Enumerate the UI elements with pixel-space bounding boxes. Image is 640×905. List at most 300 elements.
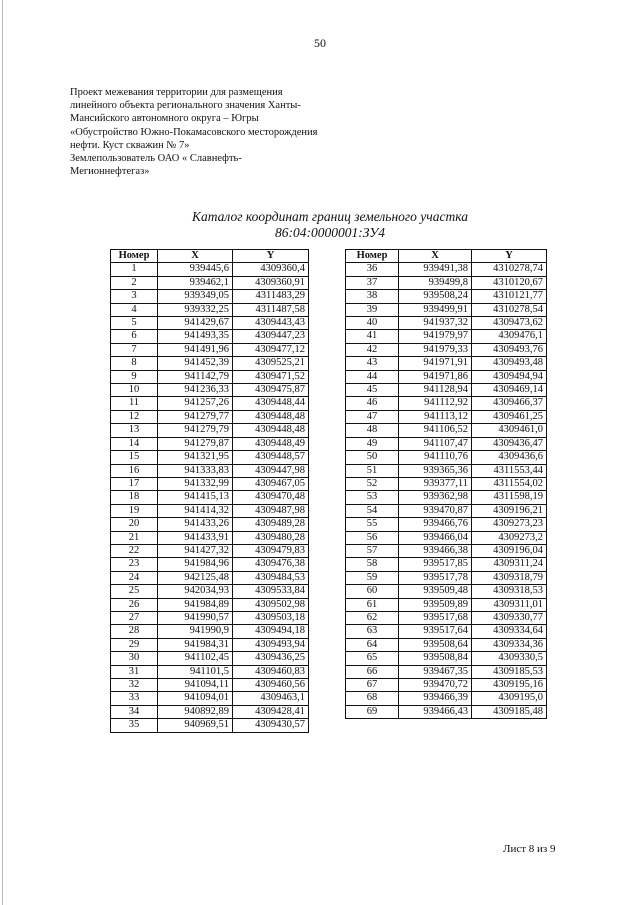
table-row — [346, 303, 547, 316]
cell-y: 4311483,29 — [233, 290, 309, 303]
cell-y: 4309480,28 — [233, 531, 309, 544]
table-row — [346, 652, 547, 665]
table-row — [346, 317, 547, 330]
cell-number: 54 — [346, 504, 399, 517]
cell-x: 941321,95 — [158, 451, 233, 464]
cell-x: 942125,48 — [158, 571, 233, 584]
cell-number: 32 — [111, 679, 158, 692]
cell-y: 4310278,74 — [472, 263, 547, 276]
coordinates-table-right — [345, 249, 547, 719]
cell-y: 4309471,52 — [233, 370, 309, 383]
cell-y: 4309318,79 — [472, 571, 547, 584]
cell-x: 941112,92 — [399, 397, 472, 410]
cell-x: 939332,25 — [158, 303, 233, 316]
cell-y: 4309503,18 — [233, 611, 309, 624]
cell-number: 9 — [111, 370, 158, 383]
coordinates-table-left — [110, 249, 309, 733]
cell-x: 941433,91 — [158, 531, 233, 544]
cell-x: 941452,39 — [158, 357, 233, 370]
cell-x: 939491,38 — [399, 263, 472, 276]
cell-number: 21 — [111, 531, 158, 544]
cell-y: 4309430,57 — [233, 719, 309, 732]
table-row — [111, 477, 309, 490]
table-row — [346, 424, 547, 437]
table-row — [111, 370, 309, 383]
cell-x: 939466,76 — [399, 518, 472, 531]
table-row — [346, 276, 547, 289]
table-row — [111, 491, 309, 504]
cell-x: 939499,8 — [399, 276, 472, 289]
cell-x: 939365,36 — [399, 464, 472, 477]
cell-number: 15 — [111, 451, 158, 464]
cell-number: 5 — [111, 317, 158, 330]
cell-y: 4309447,98 — [233, 464, 309, 477]
cell-x: 941414,32 — [158, 504, 233, 517]
cell-y: 4309436,25 — [233, 652, 309, 665]
cell-y: 4309476,38 — [233, 558, 309, 571]
cell-y: 4310278,54 — [472, 303, 547, 316]
cell-x: 939466,04 — [399, 531, 472, 544]
cell-number: 24 — [111, 571, 158, 584]
cell-y: 4309466,37 — [472, 397, 547, 410]
cell-y: 4309334,64 — [472, 625, 547, 638]
cell-y: 4311553,44 — [472, 464, 547, 477]
cell-number: 25 — [111, 585, 158, 598]
cell-y: 4309493,76 — [472, 343, 547, 356]
table-row — [346, 679, 547, 692]
cell-x: 939466,39 — [399, 692, 472, 705]
cell-y: 4309467,05 — [233, 477, 309, 490]
cell-y: 4309487,98 — [233, 504, 309, 517]
cell-y: 4309475,87 — [233, 384, 309, 397]
header-x: X — [158, 250, 233, 263]
cell-y: 4309448,57 — [233, 451, 309, 464]
cell-number: 40 — [346, 317, 399, 330]
cell-y: 4309473,62 — [472, 317, 547, 330]
cell-number: 28 — [111, 625, 158, 638]
cell-x: 939508,24 — [399, 290, 472, 303]
cell-x: 939377,11 — [399, 477, 472, 490]
cell-y: 4309360,4 — [233, 263, 309, 276]
cell-y: 4309461,0 — [472, 424, 547, 437]
cell-number: 62 — [346, 611, 399, 624]
cell-number: 58 — [346, 558, 399, 571]
cell-number: 18 — [111, 491, 158, 504]
table-row — [111, 585, 309, 598]
table-header-row — [111, 250, 309, 263]
cell-number: 50 — [346, 451, 399, 464]
table-row — [346, 384, 547, 397]
cell-x: 939508,84 — [399, 652, 472, 665]
cell-number: 57 — [346, 544, 399, 557]
cell-y: 4309273,23 — [472, 518, 547, 531]
cell-x: 941979,97 — [399, 330, 472, 343]
cell-x: 941990,9 — [158, 625, 233, 638]
cell-number: 42 — [346, 343, 399, 356]
cell-y: 4309463,1 — [233, 692, 309, 705]
project-line: Землепользователь ОАО « Славнефть- — [70, 153, 242, 165]
table-row — [111, 384, 309, 397]
table-row — [346, 263, 547, 276]
cell-y: 4309185,48 — [472, 705, 547, 718]
table-row — [111, 290, 309, 303]
table-row — [111, 504, 309, 517]
table-row — [111, 544, 309, 557]
cell-x: 939362,98 — [399, 491, 472, 504]
catalog-title — [0, 209, 640, 241]
table-row — [111, 719, 309, 732]
table-row — [346, 611, 547, 624]
cell-x: 941110,76 — [399, 451, 472, 464]
cell-x: 939517,78 — [399, 571, 472, 584]
cell-y: 4309436,6 — [472, 451, 547, 464]
cell-y: 4310120,67 — [472, 276, 547, 289]
cell-number: 48 — [346, 424, 399, 437]
cell-y: 4309311,01 — [472, 598, 547, 611]
cell-x: 941984,96 — [158, 558, 233, 571]
table-row — [346, 665, 547, 678]
cell-number: 22 — [111, 544, 158, 557]
table-row — [346, 571, 547, 584]
table-row — [111, 357, 309, 370]
cell-x: 939470,87 — [399, 504, 472, 517]
cell-x: 941333,83 — [158, 464, 233, 477]
cell-number: 2 — [111, 276, 158, 289]
cell-number: 47 — [346, 410, 399, 423]
table-row — [346, 397, 547, 410]
cell-x: 941113,12 — [399, 410, 472, 423]
cell-y: 4309436,47 — [472, 437, 547, 450]
cadastral-number: 86:04:0000001:ЗУ4 — [274, 225, 386, 240]
cell-number: 10 — [111, 384, 158, 397]
cell-y: 4309448,49 — [233, 437, 309, 450]
cell-number: 49 — [346, 437, 399, 450]
cell-number: 65 — [346, 652, 399, 665]
cell-number: 43 — [346, 357, 399, 370]
table-row — [346, 518, 547, 531]
cell-number: 63 — [346, 625, 399, 638]
cell-number: 64 — [346, 638, 399, 651]
table-row — [111, 652, 309, 665]
cell-number: 44 — [346, 370, 399, 383]
table-row — [111, 638, 309, 651]
cell-number: 39 — [346, 303, 399, 316]
cell-number: 36 — [346, 263, 399, 276]
cell-y: 4309273,2 — [472, 531, 547, 544]
cell-y: 4309330,77 — [472, 611, 547, 624]
table-row — [111, 410, 309, 423]
cell-x: 941279,79 — [158, 424, 233, 437]
cell-x: 941433,26 — [158, 518, 233, 531]
cell-x: 941429,67 — [158, 317, 233, 330]
cell-y: 4309493,48 — [472, 357, 547, 370]
table-row — [111, 571, 309, 584]
table-row — [346, 451, 547, 464]
cell-y: 4309477,12 — [233, 343, 309, 356]
cell-y: 4309525,21 — [233, 357, 309, 370]
table-row — [111, 464, 309, 477]
cell-x: 941106,52 — [399, 424, 472, 437]
project-line: линейного объекта регионального значения Ханты- — [70, 100, 301, 112]
cell-y: 4309476,1 — [472, 330, 547, 343]
table-row — [111, 263, 309, 276]
cell-number: 7 — [111, 343, 158, 356]
cell-number: 69 — [346, 705, 399, 718]
table-row — [346, 491, 547, 504]
cell-x: 941971,86 — [399, 370, 472, 383]
cell-x: 940892,89 — [158, 705, 233, 718]
project-line: «Обустройство Южно-Покамасовского месторождения — [70, 126, 318, 138]
cell-y: 4309448,48 — [233, 424, 309, 437]
cell-y: 4311554,02 — [472, 477, 547, 490]
cell-y: 4309502,98 — [233, 598, 309, 611]
cell-number: 13 — [111, 424, 158, 437]
catalog-title-text: Каталог координат границ земельного участка — [192, 209, 468, 224]
cell-x: 941427,32 — [158, 544, 233, 557]
cell-number: 23 — [111, 558, 158, 571]
table-row — [111, 330, 309, 343]
table-row — [346, 585, 547, 598]
project-line: Мегионнефтегаз» — [70, 166, 150, 178]
cell-x: 939508,64 — [399, 638, 472, 651]
cell-y: 4309195,0 — [472, 692, 547, 705]
table-row — [111, 558, 309, 571]
cell-x: 940969,51 — [158, 719, 233, 732]
cell-y: 4309196,21 — [472, 504, 547, 517]
cell-y: 4309460,83 — [233, 665, 309, 678]
cell-y: 4309196,04 — [472, 544, 547, 557]
cell-number: 33 — [111, 692, 158, 705]
cell-y: 4309443,43 — [233, 317, 309, 330]
header-number: Номер — [111, 250, 158, 263]
table-row — [346, 692, 547, 705]
cell-number: 27 — [111, 611, 158, 624]
cell-x: 941094,01 — [158, 692, 233, 705]
cell-x: 941107,47 — [399, 437, 472, 450]
cell-x: 939499,91 — [399, 303, 472, 316]
cell-y: 4309494,94 — [472, 370, 547, 383]
table-row — [111, 598, 309, 611]
table-row — [111, 424, 309, 437]
cell-x: 939517,68 — [399, 611, 472, 624]
cell-x: 939466,38 — [399, 544, 472, 557]
table-row — [111, 303, 309, 316]
cell-number: 56 — [346, 531, 399, 544]
header-y: Y — [233, 250, 309, 263]
cell-x: 941984,31 — [158, 638, 233, 651]
cell-x: 941984,89 — [158, 598, 233, 611]
cell-number: 20 — [111, 518, 158, 531]
table-row — [346, 504, 547, 517]
cell-x: 939509,89 — [399, 598, 472, 611]
cell-number: 52 — [346, 477, 399, 490]
cell-x: 941236,33 — [158, 384, 233, 397]
cell-number: 53 — [346, 491, 399, 504]
cell-number: 8 — [111, 357, 158, 370]
cell-number: 17 — [111, 477, 158, 490]
cell-y: 4309447,23 — [233, 330, 309, 343]
cell-x: 939517,64 — [399, 625, 472, 638]
project-description — [70, 86, 340, 178]
cell-number: 4 — [111, 303, 158, 316]
cell-y: 4309185,53 — [472, 665, 547, 678]
cell-y: 4309360,91 — [233, 276, 309, 289]
cell-x: 941990,57 — [158, 611, 233, 624]
table-row — [111, 692, 309, 705]
cell-number: 14 — [111, 437, 158, 450]
cell-y: 4309469,14 — [472, 384, 547, 397]
table-row — [346, 625, 547, 638]
cell-number: 55 — [346, 518, 399, 531]
cell-x: 941094,11 — [158, 679, 233, 692]
cell-x: 941491,96 — [158, 343, 233, 356]
table-row — [346, 558, 547, 571]
cell-y: 4309330,5 — [472, 652, 547, 665]
table-row — [346, 477, 547, 490]
table-row — [346, 290, 547, 303]
table-row — [346, 410, 547, 423]
cell-y: 4309334,36 — [472, 638, 547, 651]
cell-x: 941971,91 — [399, 357, 472, 370]
cell-number: 41 — [346, 330, 399, 343]
table-row — [346, 370, 547, 383]
project-line: Мансийского автономного округа – Югры — [70, 113, 259, 125]
cell-number: 51 — [346, 464, 399, 477]
cell-y: 4309461,25 — [472, 410, 547, 423]
cell-number: 68 — [346, 692, 399, 705]
project-line: нефти. Куст скважин № 7» — [70, 139, 190, 151]
cell-y: 4309479,83 — [233, 544, 309, 557]
cell-number: 34 — [111, 705, 158, 718]
table-row — [111, 611, 309, 624]
table-row — [111, 451, 309, 464]
page-number: 50 — [314, 36, 326, 50]
cell-x: 941415,13 — [158, 491, 233, 504]
table-row — [111, 437, 309, 450]
cell-x: 941257,26 — [158, 397, 233, 410]
table-row — [111, 518, 309, 531]
cell-number: 30 — [111, 652, 158, 665]
cell-number: 3 — [111, 290, 158, 303]
cell-y: 4309489,28 — [233, 518, 309, 531]
table-row — [346, 705, 547, 718]
cell-x: 939349,05 — [158, 290, 233, 303]
cell-x: 939470,72 — [399, 679, 472, 692]
cell-number: 67 — [346, 679, 399, 692]
table-row — [111, 276, 309, 289]
table-row — [346, 437, 547, 450]
table-row — [346, 544, 547, 557]
cell-number: 6 — [111, 330, 158, 343]
cell-number: 61 — [346, 598, 399, 611]
table-row — [346, 638, 547, 651]
cell-x: 942034,93 — [158, 585, 233, 598]
table-row — [111, 705, 309, 718]
cell-x: 941332,99 — [158, 477, 233, 490]
cell-x: 941493,35 — [158, 330, 233, 343]
table-row — [111, 397, 309, 410]
cell-number: 26 — [111, 598, 158, 611]
cell-y: 4309428,41 — [233, 705, 309, 718]
sheet-footer: Лист 8 из 9 — [503, 843, 556, 855]
table-row — [111, 317, 309, 330]
cell-number: 38 — [346, 290, 399, 303]
project-line: Проект межевания территории для размещения — [70, 87, 283, 98]
cell-x: 939445,6 — [158, 263, 233, 276]
cell-x: 941937,32 — [399, 317, 472, 330]
table-row — [111, 625, 309, 638]
cell-x: 941128,94 — [399, 384, 472, 397]
cell-y: 4309448,44 — [233, 397, 309, 410]
cell-y: 4311598,19 — [472, 491, 547, 504]
cell-number: 1 — [111, 263, 158, 276]
cell-y: 4309484,53 — [233, 571, 309, 584]
table-row — [346, 357, 547, 370]
cell-number: 59 — [346, 571, 399, 584]
cell-y: 4309448,48 — [233, 410, 309, 423]
cell-number: 31 — [111, 665, 158, 678]
cell-number: 12 — [111, 410, 158, 423]
table-row — [346, 598, 547, 611]
cell-number: 16 — [111, 464, 158, 477]
table-row — [346, 531, 547, 544]
cell-number: 66 — [346, 665, 399, 678]
table-row — [346, 464, 547, 477]
table-row — [111, 531, 309, 544]
cell-number: 45 — [346, 384, 399, 397]
table-row — [346, 330, 547, 343]
cell-x: 939509,48 — [399, 585, 472, 598]
cell-x: 939517,85 — [399, 558, 472, 571]
cell-y: 4309311,24 — [472, 558, 547, 571]
cell-x: 939466,43 — [399, 705, 472, 718]
cell-x: 941102,45 — [158, 652, 233, 665]
cell-y: 4309470,48 — [233, 491, 309, 504]
cell-number: 37 — [346, 276, 399, 289]
cell-y: 4309195,16 — [472, 679, 547, 692]
table-row — [346, 343, 547, 356]
page-edge-line — [2, 0, 3, 905]
cell-y: 4309533,84 — [233, 585, 309, 598]
cell-x: 941279,87 — [158, 437, 233, 450]
cell-x: 941279,77 — [158, 410, 233, 423]
cell-y: 4310121,77 — [472, 290, 547, 303]
table-row — [111, 665, 309, 678]
cell-y: 4311487,58 — [233, 303, 309, 316]
header-x: X — [399, 250, 472, 263]
cell-number: 46 — [346, 397, 399, 410]
cell-x: 939467,35 — [399, 665, 472, 678]
cell-x: 941979,33 — [399, 343, 472, 356]
header-y: Y — [472, 250, 547, 263]
table-row — [111, 679, 309, 692]
header-number: Номер — [346, 250, 399, 263]
cell-number: 19 — [111, 504, 158, 517]
cell-y: 4309494,18 — [233, 625, 309, 638]
table-row — [111, 343, 309, 356]
cell-y: 4309493,94 — [233, 638, 309, 651]
cell-number: 35 — [111, 719, 158, 732]
cell-x: 939462,1 — [158, 276, 233, 289]
cell-number: 29 — [111, 638, 158, 651]
table-header-row — [346, 250, 547, 263]
cell-number: 60 — [346, 585, 399, 598]
cell-y: 4309318,53 — [472, 585, 547, 598]
cell-x: 941142,79 — [158, 370, 233, 383]
cell-number: 11 — [111, 397, 158, 410]
cell-y: 4309460,56 — [233, 679, 309, 692]
cell-x: 941101,5 — [158, 665, 233, 678]
